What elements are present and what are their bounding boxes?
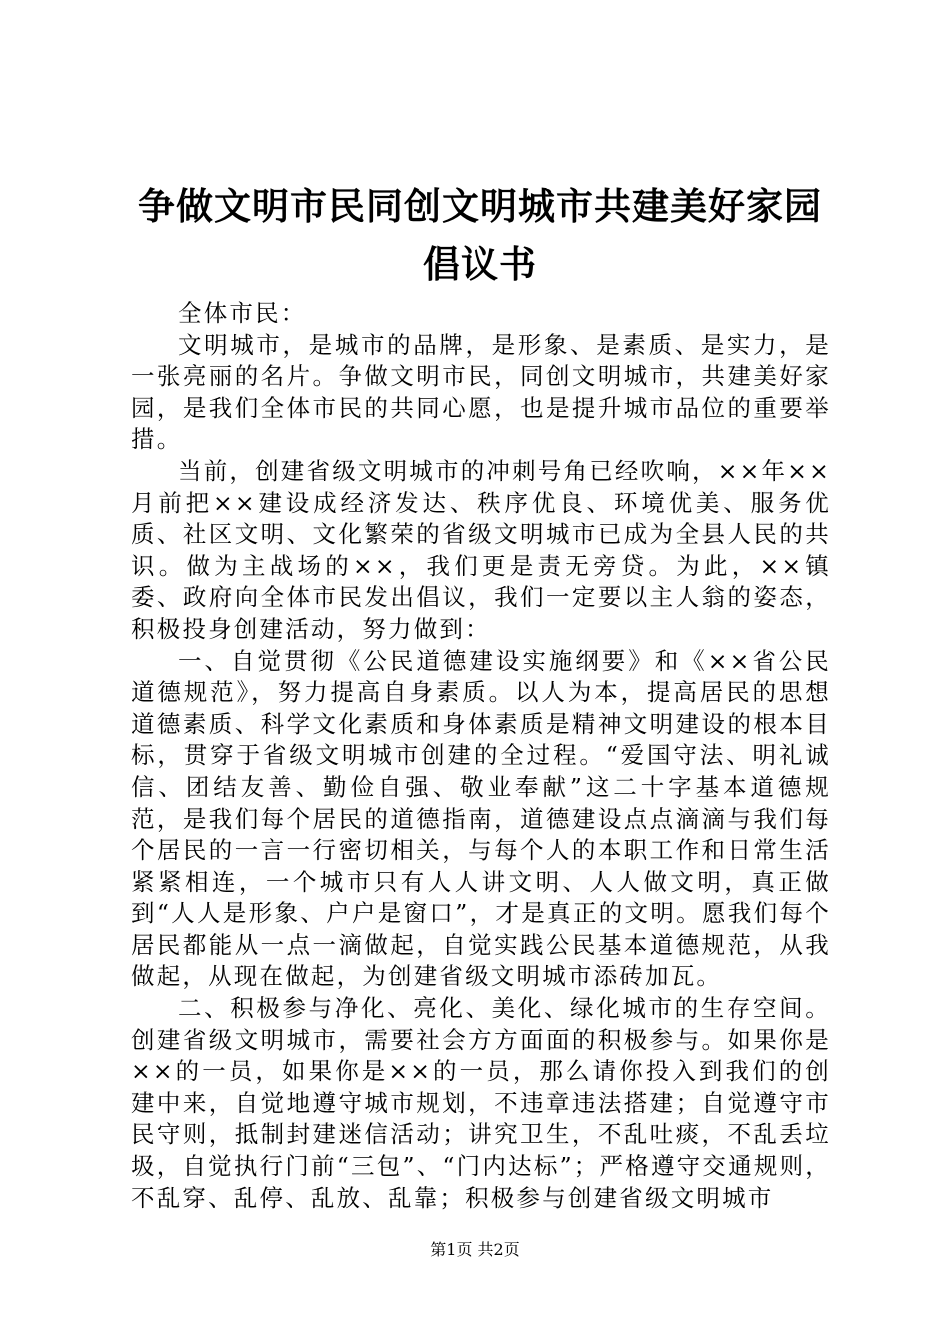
paragraph-point-one: 一、自觉贯彻《公民道德建设实施纲要》和《××省公民道德规范》，努力提高自身素质。以人为本，提高居民的思想道德素质、科学文化素质和身体素质是精神文明建设的根本目标，贯穿于省级文明城市创建的全过程。“爱国守法、明礼诚信、团结友善、勤俭自强、敬业奉献”这二十字基本道德规范，是我们每个居民的道德指南，道德建设点点滴滴与我们每个居民的一言一行密切相关，与每个人的本职工作和日常生活紧紧相连，一个城市只有人人讲文明、人人做文明，真正做到“人人是形象、户户是窗口”，才是真正的文明。愿我们每个居民都能从一点一滴做起，自觉实践公民基本道德规范，从我做起，从现在做起，为创建省级文明城市添砖加瓦。	[131, 646, 831, 991]
document-title: 争做文明市民同创文明城市共建美好家园倡议书	[138, 185, 822, 286]
document-body	[131, 298, 831, 1214]
page-footer: 第1页 共2页	[430, 1240, 520, 1259]
salutation: 全体市民：	[178, 299, 307, 327]
paragraph-intro: 文明城市，是城市的品牌，是形象、是素质、是实力，是一张亮丽的名片。争做文明市民，同创文明城市，共建美好家园，是我们全体市民的共同心愿，也是提升城市品位的重要举措。	[131, 330, 831, 454]
paragraph-point-two: 二、积极参与净化、亮化、美化、绿化城市的生存空间。创建省级文明城市，需要社会方方面面的积极参与。如果你是××的一员，如果你是××的一员，那么请你投入到我们的创建中来，自觉地遵守城市规划，不违章违法搭建；自觉遵守市民守则，抵制封建迷信活动；讲究卫生，不乱吐痰，不乱丢垃圾，自觉执行门前“三包”、“门内达标”；严格遵守交通规则，不乱穿、乱停、乱放、乱靠；积极参与创建省级文明城市	[131, 994, 831, 1212]
paragraph-current: 当前，创建省级文明城市的冲刺号角已经吹响，××年××月前把××建设成经济发达、秩序优良、环境优美、服务优质、社区文明、文化繁荣的省级文明城市已成为全县人民的共识。做为主战场的××，我们更是责无旁贷。为此，××镇委、政府向全体市民发出倡议，我们一定要以主人翁的姿态，积极投身创建活动，努力做到：	[131, 456, 831, 643]
